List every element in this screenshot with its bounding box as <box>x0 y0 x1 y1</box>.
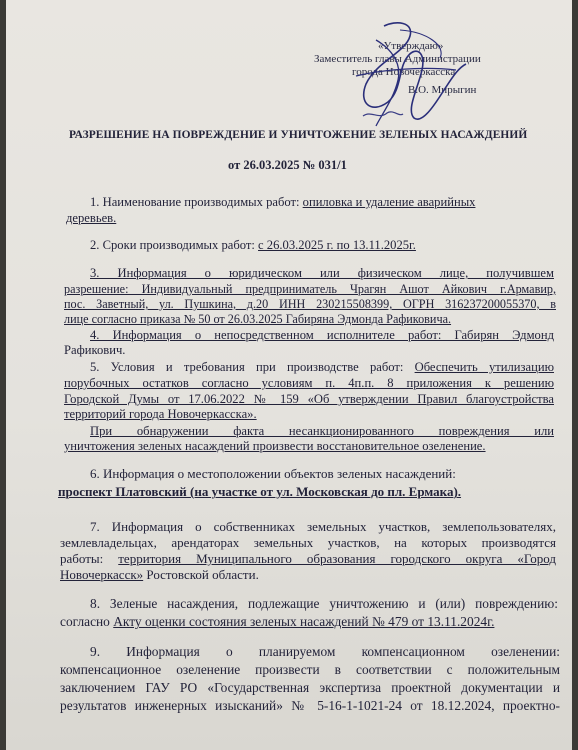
document-title: РАЗРЕШЕНИЕ НА ПОВРЕЖДЕНИЕ И УНИЧТОЖЕНИЕ ЗЕЛЕНЫХ НАСАЖДЕНИЙ <box>69 129 528 141</box>
section-3-line-4: лице согласно приказа № 50 от 26.03.2025 Габиряна Эдмонда Рафиковича. <box>64 312 452 326</box>
section-9-line-2: компенсационное озеленение произвести в соответствии с положительным <box>60 662 560 677</box>
section-8-line-2: согласно Акту оценки состояния зеленых насаждений № 479 от 13.11.2024г. <box>60 614 495 629</box>
section-7-line-3: работы: территория Муниципального образования городского округа «Город <box>60 551 556 566</box>
section-2-line: 2. Сроки производимых работ: с 26.03.2025 г. по 13.11.2025г. <box>90 238 416 252</box>
section-9-line-1: 9. Информация о планируемом компенсационном озеленении: <box>90 644 560 659</box>
section-5-line-5: При обнаружении факта несанкционированного повреждения или <box>90 424 554 438</box>
section-3-line-2: разрешение: Индивидуальный предприниматель Чрагян Ашот Айкович г.Армавир, <box>64 282 556 296</box>
document-number: от 26.03.2025 № 031/1 <box>228 158 347 172</box>
approval-line-3: города Новочеркасска <box>352 66 456 78</box>
document-sheet <box>6 0 572 750</box>
section-7-line-2: землевладельцах, арендаторах земельных участков, на которых производятся <box>60 535 556 550</box>
section-9-line-4: результатов инженерных изысканий» № 5-16-1-1021-24 от 18.12.2024, проектно- <box>60 698 560 713</box>
section-6-line-1: 6. Информация о местоположении объектов зеленых насаждений: <box>90 466 456 481</box>
approval-line-2: Заместитель главы Администрации <box>314 53 481 65</box>
section-4-line-2: Рафикович. <box>64 343 126 357</box>
section-7-line-1: 7. Информация о собственниках земельных участков, землепользователях, <box>90 519 556 534</box>
section-3-line-3: пос. Заветный, ул. Пушкина, д.20 ИНН 230215508399, ОГРН 316237200055370, в <box>64 297 556 311</box>
section-6-line-2: проспект Платовский (на участке от ул. Московская до пл. Ермака). <box>58 484 462 499</box>
section-4-line-1: 4. Информация о непосредственном исполнителе работ: Габирян Эдмонд <box>90 328 554 342</box>
section-1-line-2: деревьев. <box>66 211 117 225</box>
section-1-line-1: 1. Наименование производимых работ: опиловка и удаление аварийных <box>90 195 476 209</box>
section-5-line-2: порубочных остатков согласно условиям п. 4п.п. 8 приложения к решению <box>64 376 554 390</box>
section-5-line-1: 5. Условия и требования при производстве работ: Обеспечить утилизацию <box>90 360 554 374</box>
section-7-line-4: Новочеркасск» Ростовской области. <box>60 567 259 582</box>
approval-line-4: В.О. Мирыгин <box>408 84 477 96</box>
section-3-line-1: 3. Информация о юридическом или физическом лице, получившем <box>90 266 554 280</box>
section-5-line-4: территорий города Новочеркасска». <box>64 407 257 421</box>
signature-scribble <box>336 18 476 138</box>
signature-mark <box>361 108 405 120</box>
section-5-line-6: уничтожения зеленых насаждений произвести восстановительное озеленение. <box>64 439 486 453</box>
section-9-line-3: заключением ГАУ РО «Государственная экспертиза проектной документации и <box>60 680 560 695</box>
section-5-line-3: Городской Думы от 17.06.2022 № 159 «Об утверждении Правил благоустройства <box>64 392 554 406</box>
section-8-line-1: 8. Зеленые насаждения, подлежащие уничтожению и (или) повреждению: <box>90 596 558 611</box>
approval-line-1: «Утверждаю» <box>378 40 444 52</box>
